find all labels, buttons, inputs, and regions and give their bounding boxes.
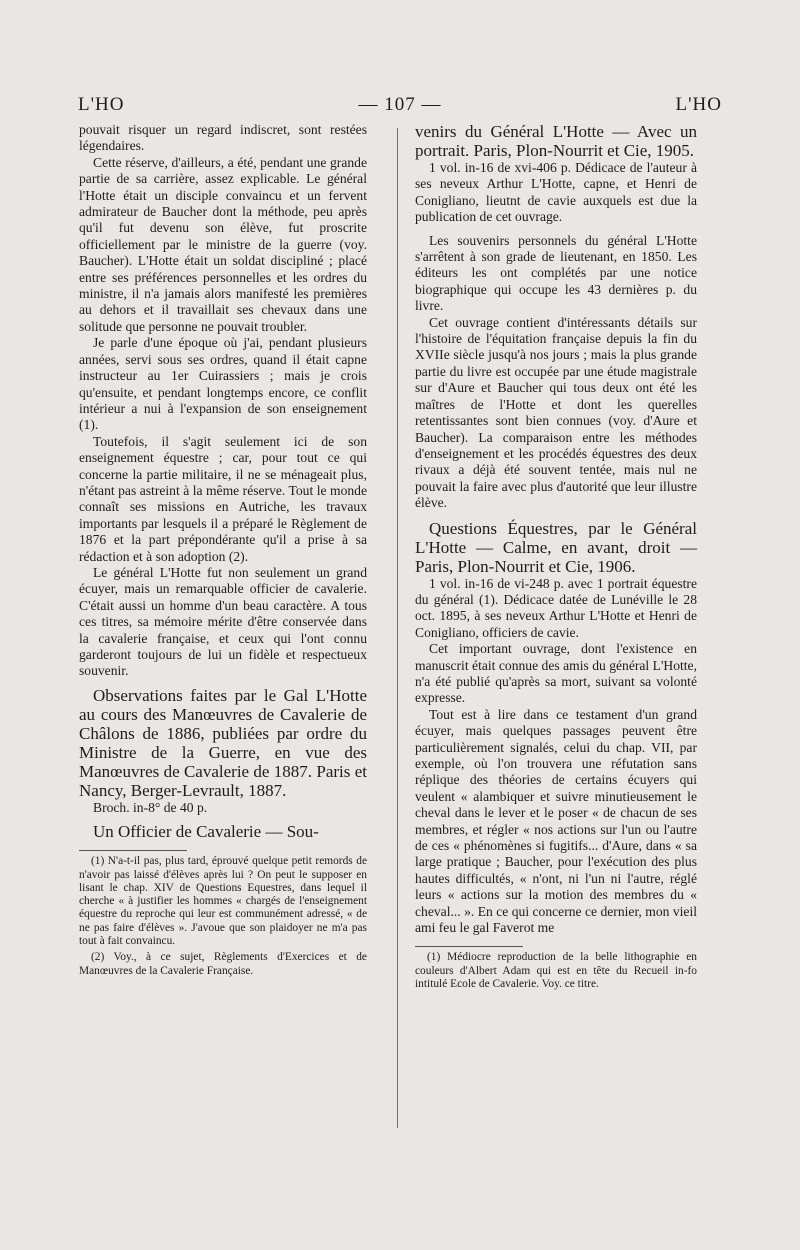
bibliography-entry-description: 1 vol. in-16 de vi-248 p. avec 1 portrait équestre du général (1). Dédicace datée de Lunéville le 28 oct. 1895, à ses neveux Arthur L'Hotte et Henri de Conigliano, officiers de cavie.: [415, 575, 697, 640]
bibliography-entry-description: 1 vol. in-16 de xvi-406 p. Dédicace de l'auteur à ses neveux Arthur L'Hotte, capne, et Henri de Conigliano, lieutnt de cavie auxquels est due la publication de cet ouvrage.: [415, 160, 697, 225]
bibliography-entry-title: Un Officier de Cavalerie — Sou-: [93, 822, 319, 842]
paragraph: Tout est à lire dans ce testament d'un grand écuyer, mais quelques passages peuvent être particulièrement signalés, celui du chap. VII, par exemple, où l'on trouvera une réfutation sans réplique des théories de certains écuyers qui veulent « alambiquer et suivre minutieusement le cheval dans le lever et le poser « de chacun de ses membres, et régler « nos actions sur l'un ou l'autre de ces « phénomènes si fugitifs... d'Aure, dans « sa large pratique ; Baucher, pour l'exécution des plus hautes difficultés, « n'ont, ni l'un ni l'autre, réglé leurs « actions sur la motion des membres du « cheval... ». En ce qui concerne ce dernier, mon vieil ami feu le gal Faverot me: [415, 706, 697, 936]
bibliography-entry-description: Broch. in-8° de 40 p.: [93, 799, 208, 815]
paragraph: Toutefois, il s'agit seulement ici de son enseignement équestre ; car, pour tout ce qui concerne la partie militaire, il ne se ménageait plus, n'étant pas astreint à la même réserve. Tout le monde connaît ses missions en Autriche, les travaux importants par lesquels il a préparé le Règlement de 1876 et la part prépondérante qu'il a prise à sa rédaction et à son adoption (2).: [79, 433, 367, 564]
paragraph: Les souvenirs personnels du général L'Hotte s'arrêtent à son grade de lieutenant, en 1850. Les éditeurs les ont complétés par une notice biographique qui occupe les 43 dernières p. du livre.: [415, 232, 697, 314]
page-number: — 107 —: [358, 94, 442, 115]
paragraph: pouvait risquer un regard indiscret, sont restées légendaires.: [79, 122, 367, 154]
running-head-right: L'HO: [675, 94, 722, 115]
right-column: [415, 122, 697, 991]
footnote: (1) Médiocre reproduction de la belle lithographie en couleurs d'Albert Adam qui est en tête du Recueil in-fo intitulé Ecole de Cavalerie. Voy. ce titre.: [415, 951, 697, 991]
paragraph: Cette réserve, d'ailleurs, a été, pendant une grande partie de sa carrière, assez explicable. Le général l'Hotte était un disciple convaincu et un fervent admirateur de Baucher dont la méthode, peu après qu'il fut devenu son élève, fut proscrite officiellement par le ministre de la guerre (voy. Baucher). L'Hotte était un soldat discipliné ; placé entre ses préférences personnelles et les ordres du ministre, il n'a jamais alors manifesté les premières au dehors et il travaillait ses chevaux dans une solitude que personne ne pouvait troubler.: [79, 154, 367, 334]
footnote: (1) N'a-t-il pas, plus tard, éprouvé quelque petit remords de n'avoir pas laissé d'élèves après lui ? On peut le supposer en lisant le chap. XIV de Questions Equestres, dans lequel il cherche « à justifier les hommes « chargés de l'enseignement équestre du reproche qui leur est communément adressé, « de ne pas faire d'élèves ». J'avoue que son plaidoyer ne m'a pas tout à fait convaincu.: [79, 855, 367, 947]
bibliography-entry-title: Observations faites par le Gal L'Hotte au cours des Manœuvres de Cavalerie de Châlons de 1886, publiées par ordre du Ministre de la Guerre, en vue des Manœuvres de Cavalerie de 1887. Paris et Nancy, Berger-Levrault, 1887.: [79, 685, 367, 800]
paragraph: Cet important ouvrage, dont l'existence en manuscrit était connue des amis du général L'Hotte, n'a été publié qu'après sa mort, suivant sa volonté expresse.: [415, 641, 697, 706]
bibliography-entry-title: venirs du Général L'Hotte — Avec un portrait. Paris, Plon-Nourrit et Cie, 1905.: [415, 122, 697, 160]
paragraph: Cet ouvrage contient d'intéressants détails sur l'histoire de l'équitation française depuis la fin du XVIIe siècle jusqu'à nos jours ; mais la plus grande partie du livre est occupée par une étude magistrale sur d'Aure et Baucher qui tous deux ont été les maîtres de l'Hotte et dont les querelles retentissantes sont bien connues (voy. d'Aure et Baucher). La comparaison entre les méthodes d'enseignement et les procédés équestres des deux rivaux a déjà été souvent tentée, mais nul ne pouvait la faire avec plus d'autorité que leur illustre élève.: [415, 314, 697, 511]
footnote-separator: [79, 850, 187, 851]
paragraph: Je parle d'une époque où j'ai, pendant plusieurs années, servi sous ses ordres, quand il était capne instructeur au 1er Cuirassiers ; mais je crois qu'ensuite, et pendant longtemps encore, ce conflit intérieur a nui à l'expansion de son enseignement (1).: [79, 335, 367, 433]
paragraph: Le général L'Hotte fut non seulement un grand écuyer, mais un remarquable officier de cavalerie. C'était aussi un homme d'un beau caractère. A tous ces titres, sa mémoire mérite d'être conservée dans la cavalerie française, et ceux qui l'ont connu garderont toujours de lui un fidèle et respectueux souvenir.: [79, 564, 367, 679]
column-rule: [397, 128, 398, 1128]
footnote: (2) Voy., à ce sujet, Règlements d'Exercices et de Manœuvres de la Cavalerie Française.: [79, 951, 367, 977]
running-head-left: L'HO: [78, 94, 125, 115]
left-column: [79, 122, 367, 978]
running-head: [78, 94, 722, 122]
bibliography-entry-title: Questions Équestres, par le Général L'Hotte — Calme, en avant, droit — Paris, Plon-Nourrit et Cie, 1906.: [415, 518, 697, 576]
footnote-separator: [415, 946, 523, 947]
